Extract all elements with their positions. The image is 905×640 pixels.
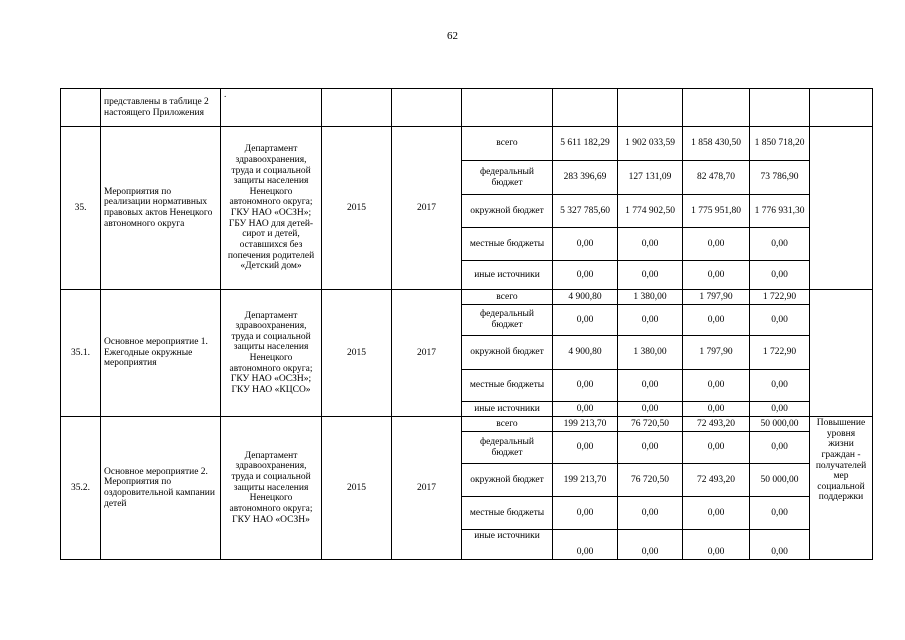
value-cell: 0,00 (618, 228, 683, 261)
expected-result (810, 290, 873, 417)
source-label: местные бюджеты (462, 228, 553, 261)
value-cell: 1 380,00 (618, 290, 683, 305)
source-label: иные источники (462, 261, 553, 290)
source-label: федеральный бюджет (462, 161, 553, 195)
value-cell: 0,00 (750, 402, 810, 417)
continuation-mark: . (221, 89, 322, 127)
value-cell: 5 611 182,29 (553, 127, 618, 161)
value-cell: 50 000,00 (750, 417, 810, 432)
table-row (61, 290, 873, 305)
value-cell: 0,00 (553, 402, 618, 417)
year-start: 2015 (322, 290, 392, 417)
value-cell: 0,00 (618, 305, 683, 336)
row-number: 35.2. (61, 417, 101, 560)
value-cell: 1 380,00 (618, 336, 683, 370)
source-label: федеральный бюджет (462, 305, 553, 336)
value-cell: 0,00 (750, 497, 810, 530)
value-cell: 1 722,90 (750, 290, 810, 305)
value-cell: 0,00 (750, 305, 810, 336)
value-cell: 0,00 (618, 402, 683, 417)
continuation-text: представлены в таблице 2 настоящего Приложения (101, 89, 221, 127)
value-cell: 0,00 (683, 432, 750, 464)
row-number: 35. (61, 127, 101, 290)
value-cell: 0,00 (750, 261, 810, 290)
value-cell: 0,00 (553, 497, 618, 530)
year-end: 2017 (392, 127, 462, 290)
value-cell: 0,00 (618, 432, 683, 464)
value-cell: 0,00 (553, 530, 618, 560)
executor: Департамент здравоохранения, труда и социальной защиты населения Ненецкого автономного округа; ГКУ НАО «ОСЗН» (221, 417, 322, 560)
source-label: федеральный бюджет (462, 432, 553, 464)
value-cell: 76 720,50 (618, 417, 683, 432)
value-cell: 0,00 (750, 432, 810, 464)
value-cell: 0,00 (618, 370, 683, 402)
value-cell: 1 797,90 (683, 290, 750, 305)
value-cell: 0,00 (618, 497, 683, 530)
value-cell: 0,00 (553, 228, 618, 261)
value-cell: 4 900,80 (553, 336, 618, 370)
value-cell: 5 327 785,60 (553, 195, 618, 228)
source-label: окружной бюджет (462, 195, 553, 228)
value-cell: 1 722,90 (750, 336, 810, 370)
value-cell: 0,00 (683, 228, 750, 261)
measure-name: Основное мероприятие 1. Ежегодные окружные мероприятия (101, 290, 221, 417)
source-label: иные источники (462, 530, 553, 560)
value-cell: 0,00 (553, 261, 618, 290)
table-row (61, 127, 873, 161)
year-start: 2015 (322, 417, 392, 560)
value-cell: 0,00 (683, 497, 750, 530)
source-label: местные бюджеты (462, 497, 553, 530)
value-cell: 1 774 902,50 (618, 195, 683, 228)
value-cell: 4 900,80 (553, 290, 618, 305)
source-label: всего (462, 417, 553, 432)
value-cell: 199 213,70 (553, 417, 618, 432)
value-cell: 0,00 (683, 370, 750, 402)
source-label: окружной бюджет (462, 464, 553, 497)
measure-name: Основное мероприятие 2. Мероприятия по оздоровительной кампании детей (101, 417, 221, 560)
measure-name: Мероприятия по реализации нормативных правовых актов Ненецкого автономного округа (101, 127, 221, 290)
value-cell: 50 000,00 (750, 464, 810, 497)
value-cell: 1 776 931,30 (750, 195, 810, 228)
expected-result: Повышение уровня жизни граждан - получателей мер социальной поддержки (810, 417, 873, 560)
year-end: 2017 (392, 290, 462, 417)
year-start: 2015 (322, 127, 392, 290)
source-label: иные источники (462, 402, 553, 417)
value-cell: 0,00 (553, 305, 618, 336)
executor: Департамент здравоохранения, труда и социальной защиты населения Ненецкого автономного округа; ГКУ НАО «ОСЗН»; ГКУ НАО «КЦСО» (221, 290, 322, 417)
value-cell: 283 396,69 (553, 161, 618, 195)
value-cell: 0,00 (750, 370, 810, 402)
value-cell: 1 902 033,59 (618, 127, 683, 161)
expected-result (810, 127, 873, 290)
value-cell: 1 850 718,20 (750, 127, 810, 161)
value-cell: 0,00 (750, 530, 810, 560)
value-cell: 1 858 430,50 (683, 127, 750, 161)
year-end: 2017 (392, 417, 462, 560)
value-cell: 0,00 (683, 402, 750, 417)
source-label: всего (462, 127, 553, 161)
table-row (61, 89, 873, 127)
value-cell: 0,00 (683, 305, 750, 336)
value-cell: 0,00 (618, 261, 683, 290)
source-label: местные бюджеты (462, 370, 553, 402)
value-cell: 1 775 951,80 (683, 195, 750, 228)
value-cell: 0,00 (553, 432, 618, 464)
table-row (61, 417, 873, 432)
value-cell: 72 493,20 (683, 417, 750, 432)
value-cell: 76 720,50 (618, 464, 683, 497)
executor: Департамент здравоохранения, труда и социальной защиты населения Ненецкого автономного округа; ГКУ НАО «ОСЗН»; ГБУ НАО для детей-сирот и детей, оставшихся без попечения родителей «Детский дом» (221, 127, 322, 290)
value-cell: 72 493,20 (683, 464, 750, 497)
value-cell: 0,00 (618, 530, 683, 560)
value-cell: 82 478,70 (683, 161, 750, 195)
source-label: всего (462, 290, 553, 305)
page-number: 62 (447, 30, 458, 42)
value-cell: 1 797,90 (683, 336, 750, 370)
value-cell: 73 786,90 (750, 161, 810, 195)
value-cell: 0,00 (683, 530, 750, 560)
value-cell: 0,00 (750, 228, 810, 261)
row-number: 35.1. (61, 290, 101, 417)
value-cell: 199 213,70 (553, 464, 618, 497)
source-label: окружной бюджет (462, 336, 553, 370)
program-table (60, 88, 873, 560)
value-cell: 0,00 (553, 370, 618, 402)
value-cell: 127 131,09 (618, 161, 683, 195)
value-cell: 0,00 (683, 261, 750, 290)
